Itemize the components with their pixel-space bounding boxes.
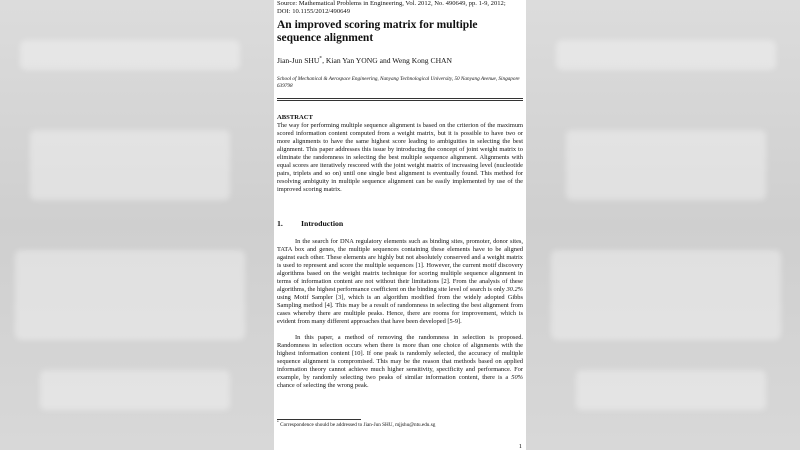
paper-title: An improved scoring matrix for multiple sequence alignment [277,19,478,44]
abstract-text: The way for performing multiple sequence alignment is based on the criterion of the maximum scored information content computed from a weight matrix, but it is possible to have two or more alignments to have the same highest score leading to ambiguities in selecting the best alignment. This paper addresses this issue by introducing the concept of joint weight matrix to eliminate the randomness in selecting the best multiple sequence alignment. Alignments with equal scores are iteratively rescored with the joint weight matrix of increasing level (nucleotide pairs, triplets and so on) until one single best alignment is eventually found. This method for resolving ambiguity in multiple sequence alignment can be easily implemented by use of the improved scoring matrix. [277,122,523,194]
footnote [277,422,523,428]
doi-line: DOI: 10.1155/2012/490649 [277,8,351,16]
intro-paragraph-2-text: In this paper, a method of removing the randomness in selection is proposed. Randomness in selection occurs when there is more than one choice of alignments with the highest information content [10]. If one peak is randomly selected, the accuracy of multiple sequence alignment is compromised. This may be the reason that methods based on applied information theory cannot achieve much higher sensitivity, specificity and performance. For example, by randomly selecting two peaks of similar information content, there is a 50% chance of selecting the wrong peak. [277,334,523,390]
blurred-background-left [0,0,274,450]
intro-paragraph-2 [277,334,523,390]
footnote-text: * Correspondence should be addressed to Jian-Jun SHU, mjjshu@ntu.edu.sg [277,420,436,428]
source-citation [277,0,523,16]
page-number: 1 [518,443,522,450]
section-title: Introduction [300,219,344,228]
authors-text: Jian-Jun SHU*, Kian Yan YONG and Weng Kong CHAN [277,55,453,65]
divider-top [277,98,523,99]
source-line-1: Source: Mathematical Problems in Engineering, Vol. 2012, No. 490649, pp. 1-9, 2012; [277,0,506,7]
section-number: 1. [277,219,283,228]
blurred-background-right [526,0,800,450]
document-page [274,0,526,450]
section-heading [277,219,523,228]
affiliation: School of Mechanical & Aerospace Engineering, Nanyang Technological University, 50 Nanyang Avenue, Singapore 639798 [277,76,520,89]
footnote-divider [277,419,361,420]
intro-paragraph-1-text: In the search for DNA regulatory elements such as binding sites, promoter, donor sites, TATA box and genes, the multiple sequences containing these elements have to be aligned against each other. These elements are highly but not absolutely conserved and a weight matrix is used to represent and score the multiple sequences [1]. However, the current motif discovery algorithms based on the weight matrix technique for scoring multiple sequence alignment in terms of information content are not without their limitations [2]. From the analysis of these algorithms, the highest performance coefficient on the binding site level of search is only 30.2% using Motif Sampler [3], which is an algorithm modified from the widely adopted Gibbs Sampling method [4]. This may be a result of randomness in selecting the best alignment from cases whereby there are multiple peaks. Hence, there are rooms for improvement, which is evident from many different approaches that have been developed [5-9]. [277,238,523,326]
abstract-heading: ABSTRACT [277,114,313,121]
divider-top-2 [277,100,523,101]
authors [277,56,523,65]
intro-paragraph-1 [277,238,523,327]
